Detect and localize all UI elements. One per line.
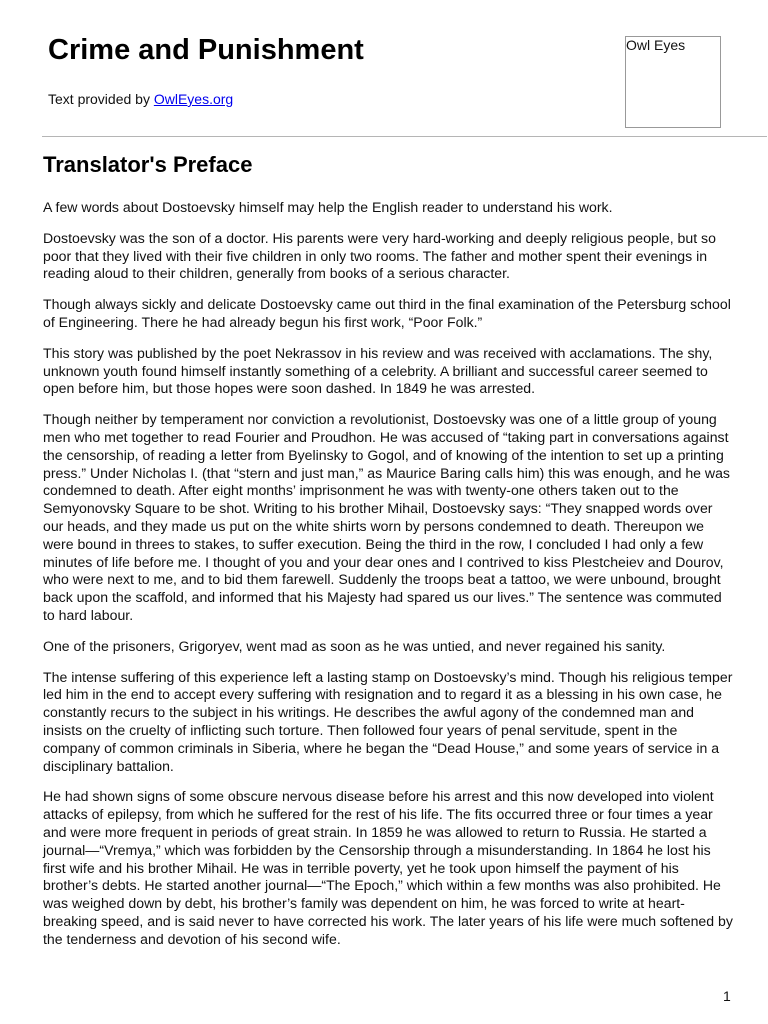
paragraph: A few words about Dostoevsky himself may help the English reader to understand his work. [43,199,613,215]
owl-eyes-logo-alt-text: Owl Eyes [626,37,686,53]
paragraph: This story was published by the poet Nekrassov in his review and was received with acclamations. The shy, unknown youth found himself instantly something of a celebrity. A brilliant and successful career seemed to open before him, but those hopes were soon dashed. In 1849 he was arrested. [43,344,713,397]
section-heading: Translator's Preface [43,152,253,177]
header-divider [42,136,767,137]
document-title: Crime and Punishment [48,34,364,66]
paragraph: Though neither by temperament nor conviction a revolutionist, Dostoevsky was one of a little group of young men who met together to read Fourier and Proudhon. He was accused of “taking part in conversations against the censorship, of reading a letter from Byelinsky to Gogol, and of knowing of the intention to set up a printing press.” Under Nicholas I. (that “stern and just man,” as Maurice Baring calls him) this was enough, and he was condemned to death. After eight months’ imprisonment he was with twenty-one others taken out to the Semyonovsky Square to be shot. Writing to his brother Mihail, Dostoevsky says: “They snapped words over our heads, and they made us put on the white shirts worn by persons condemned to death. Thereupon we were bound in threes to stakes, to suffer execution. Being the third in the row, I concluded I had only a few minutes of life before me. I thought of you and your dear ones and I contrived to kiss Plestcheiev and Dourov, who were next to me, and to bid them farewell. Suddenly the troops beat a tattoo, we were unbound, brought back upon the scaffold, and informed that his Majesty had spared us our lives.” The sentence was commuted to hard labour. [43,411,730,623]
paragraph: The intense suffering of this experience left a lasting stamp on Dostoevsky’s mind. Though his religious temper led him in the end to accept every suffering with resignation and to regard it as a blessing in his own case, he constantly recurs to the subject in his writings. He describes the awful agony of the condemned man and insists on the cruelty of inflicting such torture. Then followed four years of penal servitude, spent in the company of common criminals in Siberia, where he began the “Dead House,” and some years of service in a disciplinary battalion. [43,668,733,774]
preface-section [43,149,733,961]
paragraph: He had shown signs of some obscure nervous disease before his arrest and this now developed into violent attacks of epilepsy, from which he suffered for the rest of his life. The fits occurred three or four times a year and were more frequent in periods of great strain. In 1859 he was allowed to return to Russia. He started a journal—“Vremya,” which was forbidden by the Censorship through a misunderstanding. In 1864 he lost his first wife and his brother Mihail. He was in terrible poverty, yet he took upon himself the payment of his brother’s debts. He started another journal—“The Epoch,” which within a few months was also prohibited. He was weighed down by debt, his brother’s family was dependent on him, he was forced to write at heart-breaking speed, and is said never to have corrected his work. The later years of his life were much softened by the tenderness and devotion of his second wife. [43,788,733,947]
paragraph: One of the prisoners, Grigoryev, went mad as soon as he was untied, and never regained his sanity. [43,637,666,654]
page-number: 1 [723,988,731,1004]
source-credit-prefix: Text provided by [48,91,154,107]
paragraph: Dostoevsky was the son of a doctor. His parents were very hard-working and deeply religious people, but so poor that they lived with their five children in only two rooms. The father and mother spent their evenings in reading aloud to their children, generally from books of a serious character. [43,229,716,282]
owleyes-link[interactable]: OwlEyes.org [153,91,234,107]
source-credit [48,90,233,108]
paragraph: Though always sickly and delicate Dostoevsky came out third in the final examination of the Petersburg school of Engineering. There he had already begun his first work, “Poor Folk.” [43,296,731,330]
owl-eyes-logo [625,36,721,128]
